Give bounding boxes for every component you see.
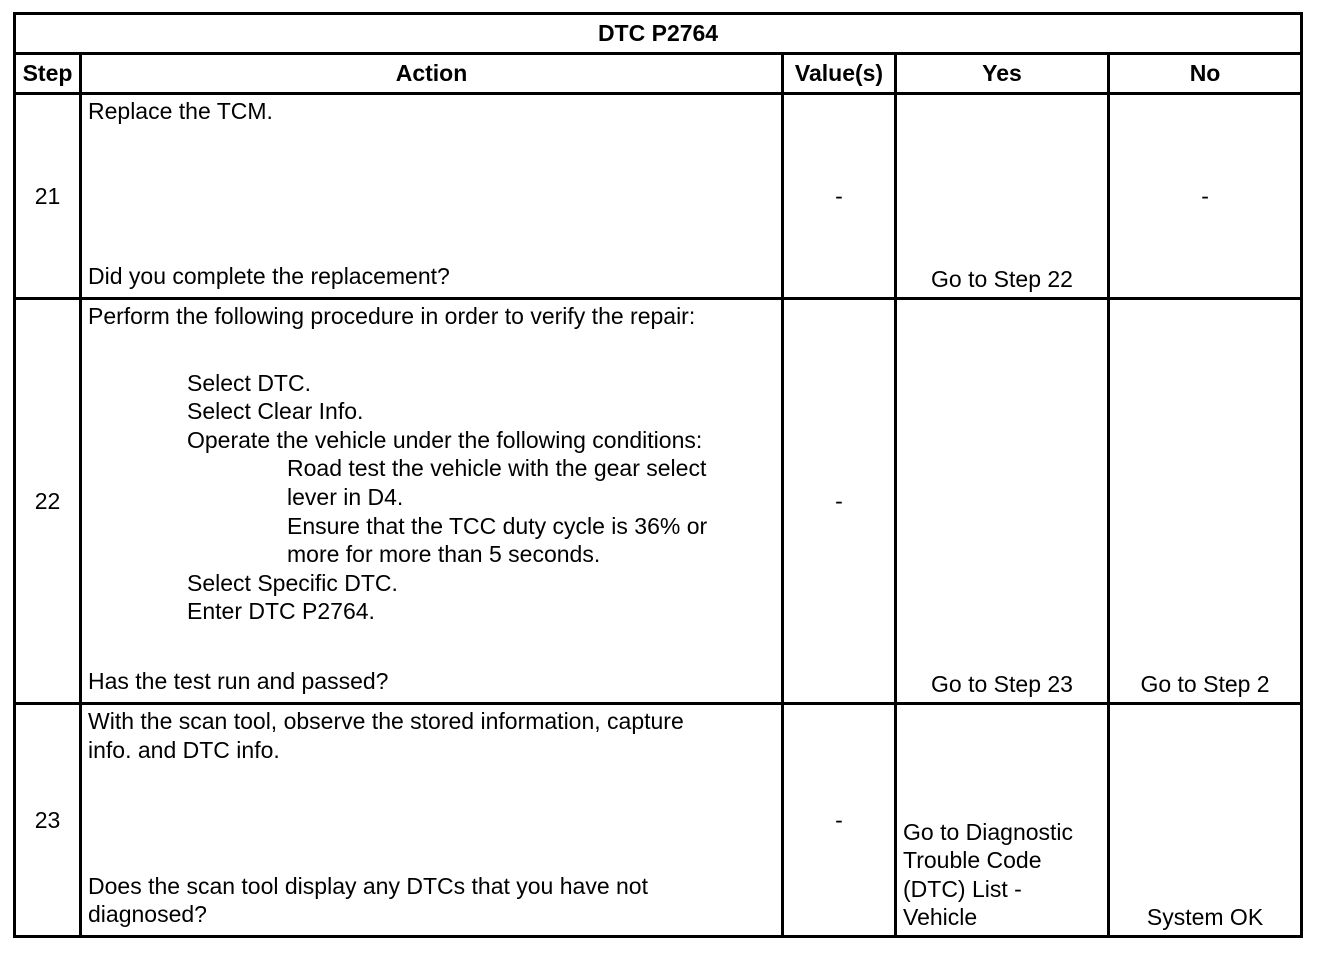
header-action: Action: [81, 54, 783, 94]
question-text: Does the scan tool display any DTCs that you have not: [88, 872, 648, 899]
no-text: System OK: [1146, 904, 1264, 931]
title-row: [15, 14, 1302, 54]
yes-text: Vehicle: [903, 904, 978, 931]
value-cell: -: [783, 704, 896, 937]
header-no: No: [1109, 54, 1302, 94]
header-yes: Yes: [896, 54, 1109, 94]
procedure-substep: Ensure that the TCC duty cycle is 36% or: [287, 512, 708, 539]
value-cell: -: [783, 94, 896, 299]
table-row: [15, 704, 1302, 937]
procedure-substep: more for more than 5 seconds.: [287, 541, 601, 568]
no-text: Go to Step 2: [1140, 671, 1270, 698]
action-cell: [81, 94, 783, 299]
header-step: Step: [15, 54, 81, 94]
table-row: [15, 299, 1302, 704]
action-cell: [81, 704, 783, 937]
yes-text: Go to Step 22: [931, 266, 1073, 293]
question-text: Did you complete the replacement?: [88, 263, 450, 290]
step-number: 23: [15, 704, 81, 937]
procedure-step: Select DTC.: [187, 369, 311, 396]
yes-cell: [896, 299, 1109, 704]
question-text: Has the test run and passed?: [88, 668, 389, 695]
header-values: Value(s): [783, 54, 896, 94]
header-row: [15, 54, 1302, 94]
no-cell: [1109, 299, 1302, 704]
question-text: diagnosed?: [88, 901, 207, 928]
yes-text: Trouble Code: [903, 847, 1042, 874]
procedure-step: Operate the vehicle under the following conditions:: [187, 426, 703, 453]
action-cell: [81, 299, 783, 704]
procedure-substep: lever in D4.: [287, 483, 404, 510]
value-cell: -: [783, 299, 896, 704]
no-cell: [1109, 704, 1302, 937]
step-number: 22: [15, 299, 81, 704]
procedure-substep: Road test the vehicle with the gear select: [287, 455, 707, 482]
table-title: DTC P2764: [15, 14, 1302, 54]
action-text: With the scan tool, observe the stored information, capture: [88, 708, 684, 734]
yes-text: Go to Step 23: [931, 671, 1073, 698]
action-text: Replace the TCM.: [88, 98, 273, 124]
action-text: Perform the following procedure in order to verify the repair:: [88, 303, 696, 329]
step-number: 21: [15, 94, 81, 299]
yes-text: (DTC) List -: [903, 875, 1022, 902]
yes-text: Go to Diagnostic: [903, 818, 1074, 845]
no-cell: -: [1109, 94, 1302, 299]
table-row: [15, 94, 1302, 299]
yes-cell: [896, 94, 1109, 299]
procedure-step: Select Clear Info.: [187, 398, 364, 425]
action-text: info. and DTC info.: [88, 736, 280, 763]
procedure-step: Select Specific DTC.: [187, 569, 398, 596]
dtc-table: [13, 12, 1303, 938]
procedure-step: Enter DTC P2764.: [187, 598, 375, 625]
yes-cell: [896, 704, 1109, 937]
